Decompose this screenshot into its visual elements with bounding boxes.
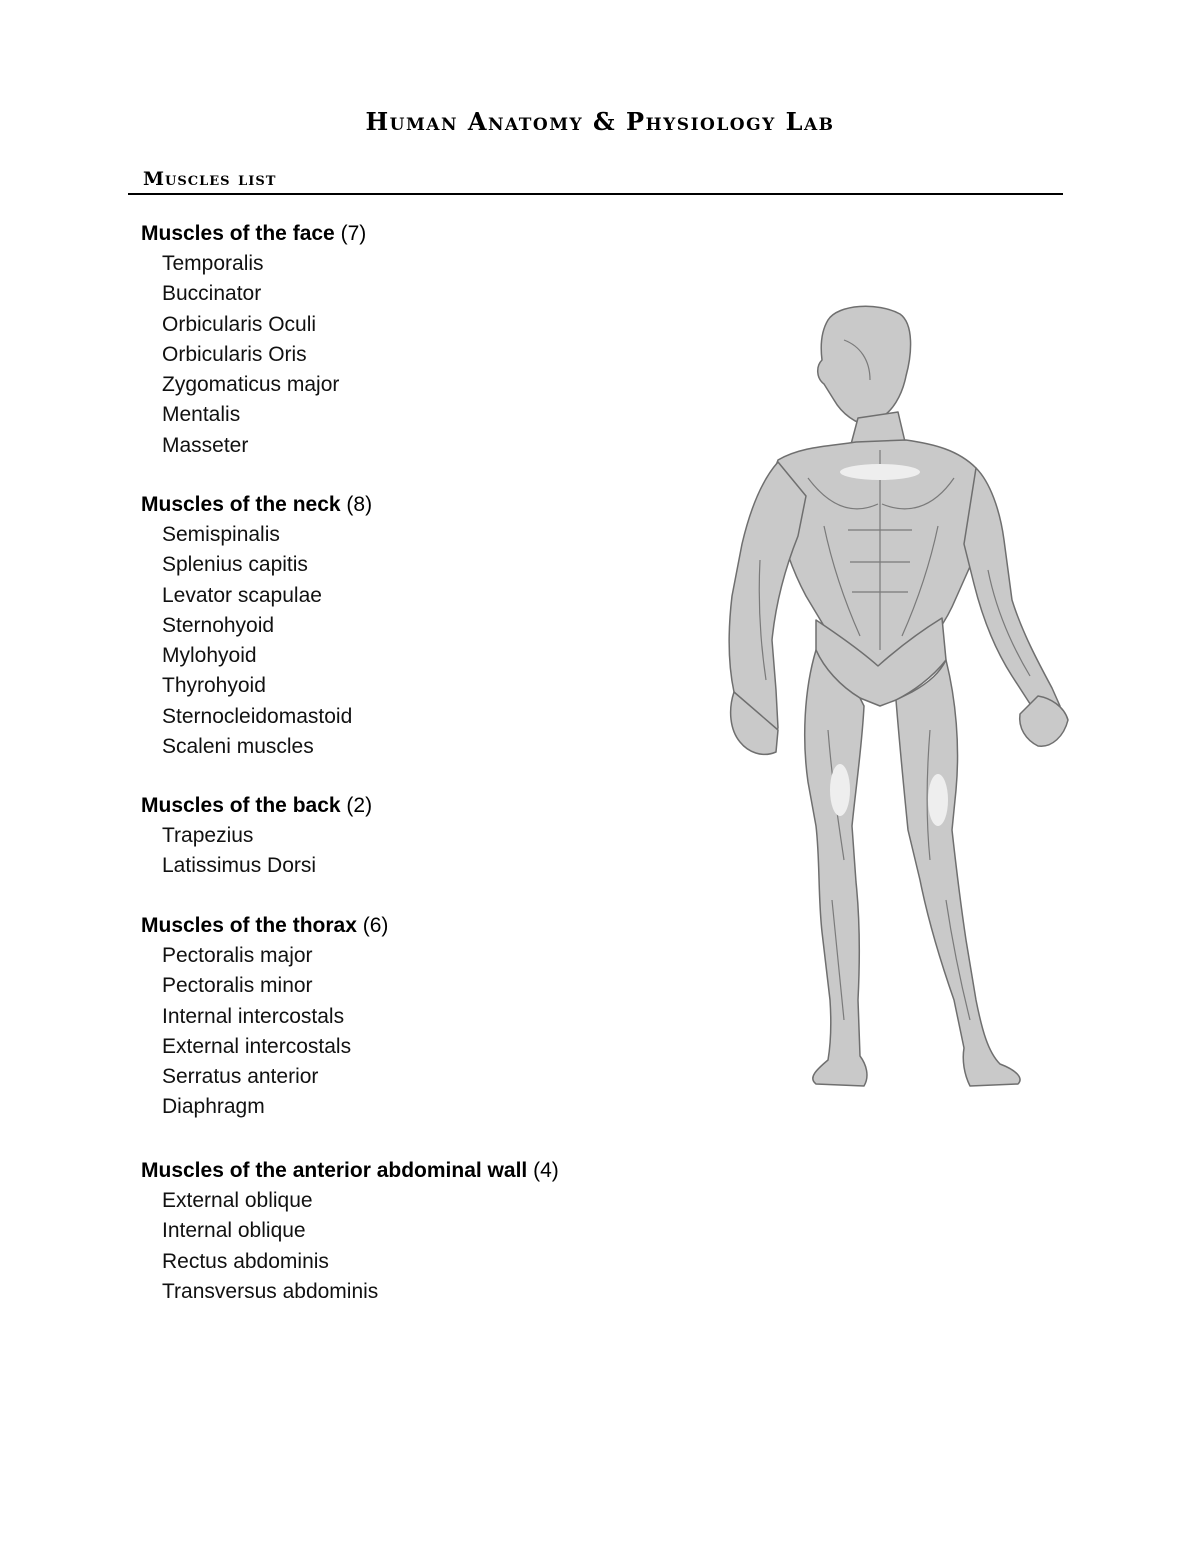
list-item: Mylohyoid (162, 644, 257, 668)
list-item: Masseter (162, 433, 249, 457)
list-item: Pectoralis major (162, 944, 313, 967)
list-item: Levator scapulae (162, 583, 322, 607)
list-item: Sternohyoid (162, 613, 275, 637)
group-count: (8) (346, 493, 373, 516)
list-item: Trapezius (162, 824, 254, 847)
muscle-group-abdominal-wall (141, 1156, 559, 1307)
group-title (141, 490, 372, 520)
heading-divider (128, 193, 1063, 195)
group-title (141, 219, 366, 249)
group-title (141, 791, 372, 821)
list-item: Diaphragm (162, 1095, 265, 1119)
list-item: Transversus abdominis (162, 1279, 379, 1303)
list-item: Temporalis (162, 252, 264, 275)
list-item: Thyrohyoid (162, 674, 266, 698)
list-item: Splenius capitis (162, 553, 308, 577)
list-item: External intercostals (162, 1034, 352, 1058)
group-name: Muscles of the back (141, 794, 341, 817)
list-item: External oblique (162, 1189, 313, 1212)
list-item: Rectus abdominis (162, 1249, 329, 1273)
list-item: Pectoralis minor (162, 974, 313, 998)
muscle-group-back (141, 791, 372, 882)
list-item: Internal intercostals (162, 1004, 345, 1028)
group-title (141, 911, 388, 941)
list-item: Mentalis (162, 403, 241, 427)
group-count: (2) (346, 794, 373, 817)
group-count: (4) (533, 1159, 559, 1182)
muscle-group-thorax (141, 911, 388, 1123)
muscle-group-face (141, 219, 366, 461)
list-item: Scaleni muscles (162, 735, 314, 759)
list-item: Orbicularis Oris (162, 342, 307, 366)
group-count: (7) (340, 222, 367, 245)
list-item: Internal oblique (162, 1219, 306, 1243)
group-name: Muscles of the thorax (141, 914, 357, 937)
section-heading: Muscles list (143, 168, 277, 190)
group-count: (6) (362, 914, 389, 937)
list-item: Semispinalis (162, 523, 280, 546)
group-title (141, 1156, 559, 1186)
list-item: Sternocleidomastoid (162, 704, 353, 728)
list-item: Latissimus Dorsi (162, 854, 317, 878)
group-name: Muscles of the neck (141, 493, 341, 516)
muscular-system-figure-icon (720, 300, 1080, 1100)
page-title: Human Anatomy & Physiology Lab (365, 107, 835, 136)
list-item: Buccinator (162, 282, 262, 306)
group-name: Muscles of the face (141, 222, 335, 245)
muscle-group-neck (141, 490, 372, 762)
list-item: Zygomaticus major (162, 373, 340, 397)
list-item: Serratus anterior (162, 1065, 319, 1089)
list-item: Orbicularis Oculi (162, 312, 317, 336)
group-name: Muscles of the anterior abdominal wall (141, 1159, 528, 1182)
